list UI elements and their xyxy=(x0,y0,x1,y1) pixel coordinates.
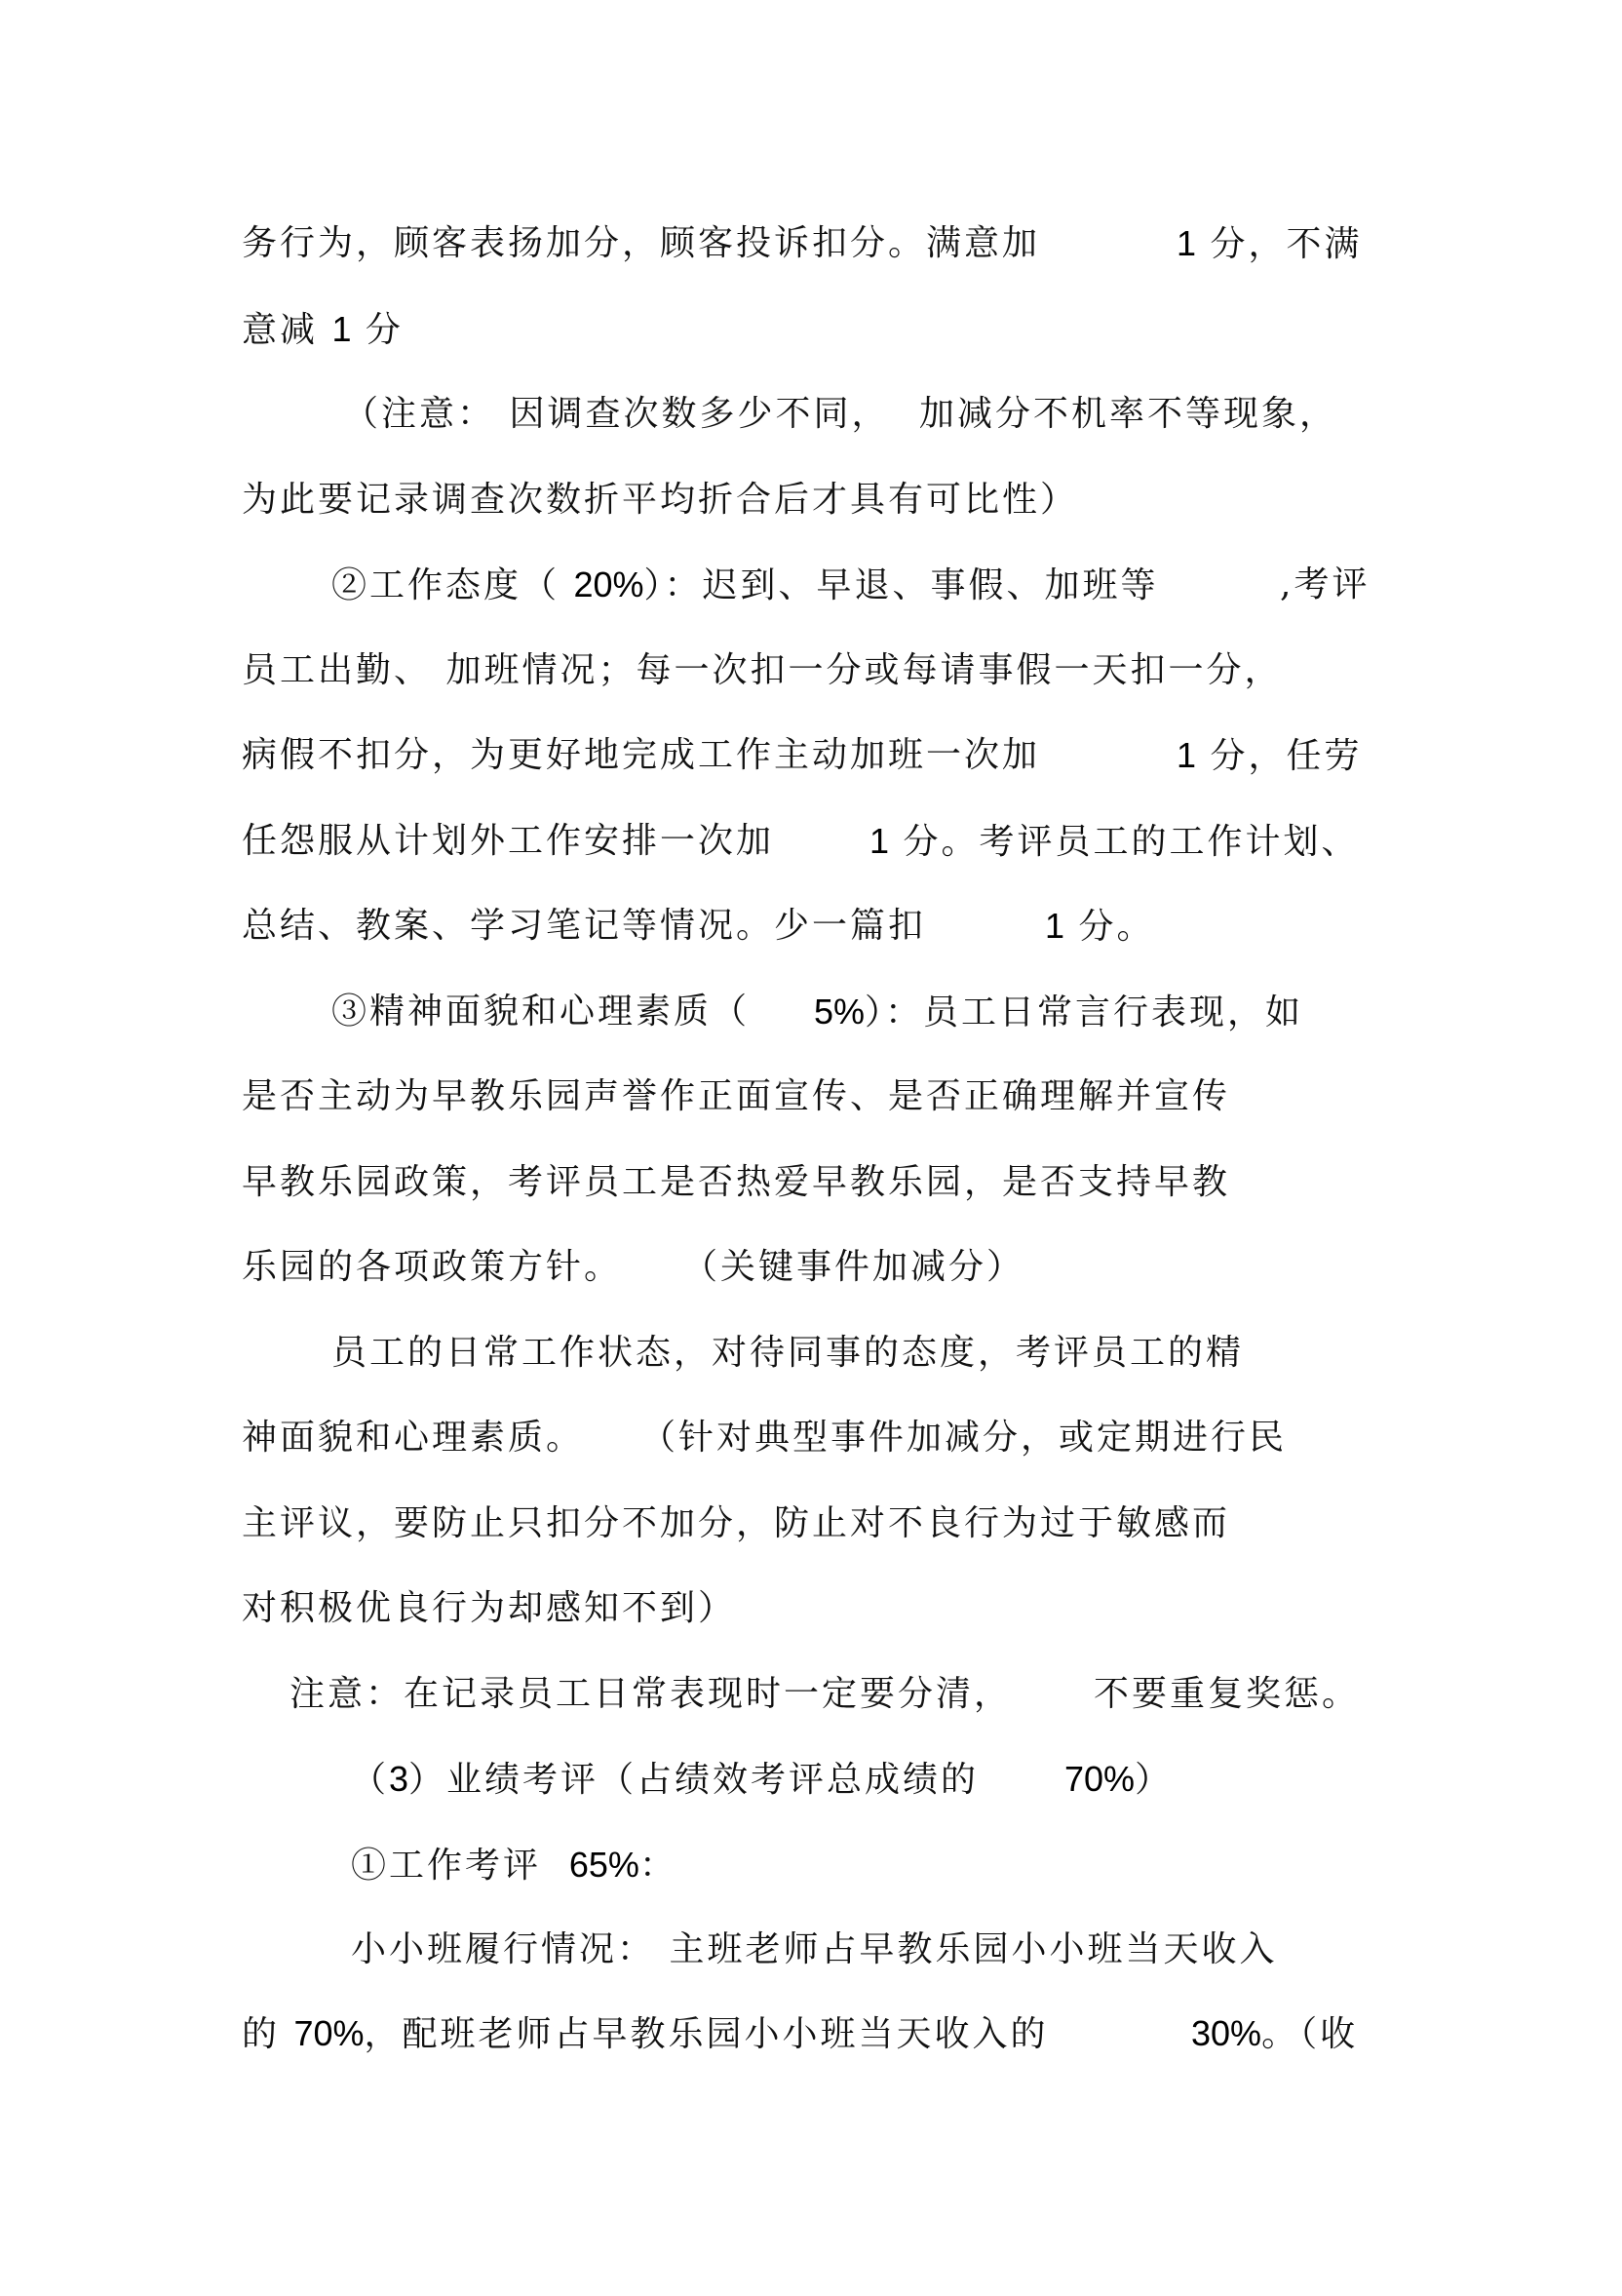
text-segment: 不要重复奖惩。 xyxy=(1094,1674,1361,1714)
text-line xyxy=(0,907,1622,950)
text-segment: 员工的日常工作状态，对待同事的态度，考评员工的精 xyxy=(331,1333,1245,1373)
text-line xyxy=(0,310,1622,353)
text-segment: （3）业绩考评（占绩效考评总成绩的 xyxy=(351,1759,980,1800)
text-line xyxy=(0,1419,1622,1461)
text-segment: 乐园的各项政策方针。 xyxy=(242,1247,623,1287)
text-segment: 任怨服从计划外工作安排一次加 xyxy=(242,821,775,861)
text-segment: 为此要记录调查次数折平均折合后才具有可比性） xyxy=(242,480,1079,520)
text-line xyxy=(0,1163,1622,1206)
text-segment: 总结、教案、学习笔记等情况。少一篇扣 xyxy=(242,906,927,946)
text-segment: 务行为，顾客表扬加分，顾客投诉扣分。满意加 xyxy=(242,223,1041,263)
number-text: 3 xyxy=(389,1759,409,1799)
text-segment: ②工作态度（ 20%）：迟到、早退、事假、加班等 xyxy=(331,564,1159,605)
text-line xyxy=(0,1589,1622,1632)
text-segment: （注意： 因调查次数多少不同， xyxy=(343,394,890,434)
text-segment: 1 分，不满 xyxy=(1177,223,1363,264)
text-segment: 的 70%，配班老师占早教乐园小小班当天收入的 xyxy=(242,2013,1049,2054)
text-line xyxy=(0,822,1622,865)
text-line xyxy=(0,224,1622,267)
text-segment: 1 分，任劳 xyxy=(1177,735,1363,776)
text-segment: 是否主动为早教乐园声誉作正面宣传、是否正确理解并宣传 xyxy=(242,1076,1231,1116)
text-segment: 对积极优良行为却感知不到） xyxy=(242,1588,737,1628)
number-text: 65% xyxy=(568,1845,639,1885)
text-line xyxy=(0,1675,1622,1718)
number-text: 70% xyxy=(1064,1759,1136,1799)
text-line xyxy=(0,1930,1622,1973)
text-line xyxy=(0,395,1622,438)
text-line xyxy=(0,2014,1622,2057)
text-segment: 早教乐园政策，考评员工是否热爱早教乐园，是否支持早教 xyxy=(242,1162,1231,1202)
number-text: 30% xyxy=(1191,2013,1262,2053)
text-segment: ①工作考评 65%： xyxy=(351,1845,677,1886)
text-line xyxy=(0,565,1622,608)
number-text: 20% xyxy=(573,564,644,604)
text-line xyxy=(0,1504,1622,1547)
text-segment: ③精神面貌和心理素质（ xyxy=(331,992,751,1031)
number-text: 1 xyxy=(331,309,352,349)
text-segment: 1 分。 xyxy=(1045,906,1155,947)
text-line xyxy=(0,651,1622,694)
number-text: 1 xyxy=(1177,735,1197,775)
text-line xyxy=(0,481,1622,524)
text-segment: 加减分不机率不等现象， xyxy=(919,394,1338,434)
text-segment: 30%。（收 xyxy=(1191,2013,1359,2054)
text-line xyxy=(0,1077,1622,1120)
text-segment: 员工出勤、 加班情况；每一次扣一分或每请事假一天扣一分， xyxy=(242,650,1283,690)
text-line xyxy=(0,736,1622,779)
text-line xyxy=(0,992,1622,1035)
number-text: 1 xyxy=(869,821,890,861)
text-line xyxy=(0,1760,1622,1803)
number-text: 1 xyxy=(1177,223,1197,263)
text-segment: 小小班履行情况： 主班老师占早教乐园小小班当天收入 xyxy=(351,1929,1278,1969)
text-segment: （针对典型事件加减分，或定期进行民 xyxy=(640,1418,1288,1458)
text-segment: 主评议，要防止只扣分不加分，防止对不良行为过于敏感而 xyxy=(242,1503,1231,1543)
text-line xyxy=(0,1334,1622,1377)
number-text: 5% xyxy=(814,992,866,1031)
text-segment: 注意：在记录员工日常表现时一定要分清， xyxy=(290,1674,1013,1714)
text-segment: 神面貌和心理素质。 xyxy=(242,1418,585,1458)
text-segment: 病假不扣分，为更好地完成工作主动加班一次加 xyxy=(242,735,1041,775)
text-segment: 5%）：员工日常言行表现，如 xyxy=(814,992,1304,1032)
text-segment: （关键事件加减分） xyxy=(682,1247,1025,1287)
text-segment: ,考评 xyxy=(1280,564,1371,604)
text-line xyxy=(0,1248,1622,1291)
text-line xyxy=(0,1846,1622,1888)
number-text: 70% xyxy=(293,2013,365,2053)
text-segment: 意减 1 分 xyxy=(242,309,404,350)
text-segment: 1 分。考评员工的工作计划、 xyxy=(869,821,1360,862)
number-text: 1 xyxy=(1045,906,1065,946)
text-segment: 70%） xyxy=(1064,1759,1174,1800)
